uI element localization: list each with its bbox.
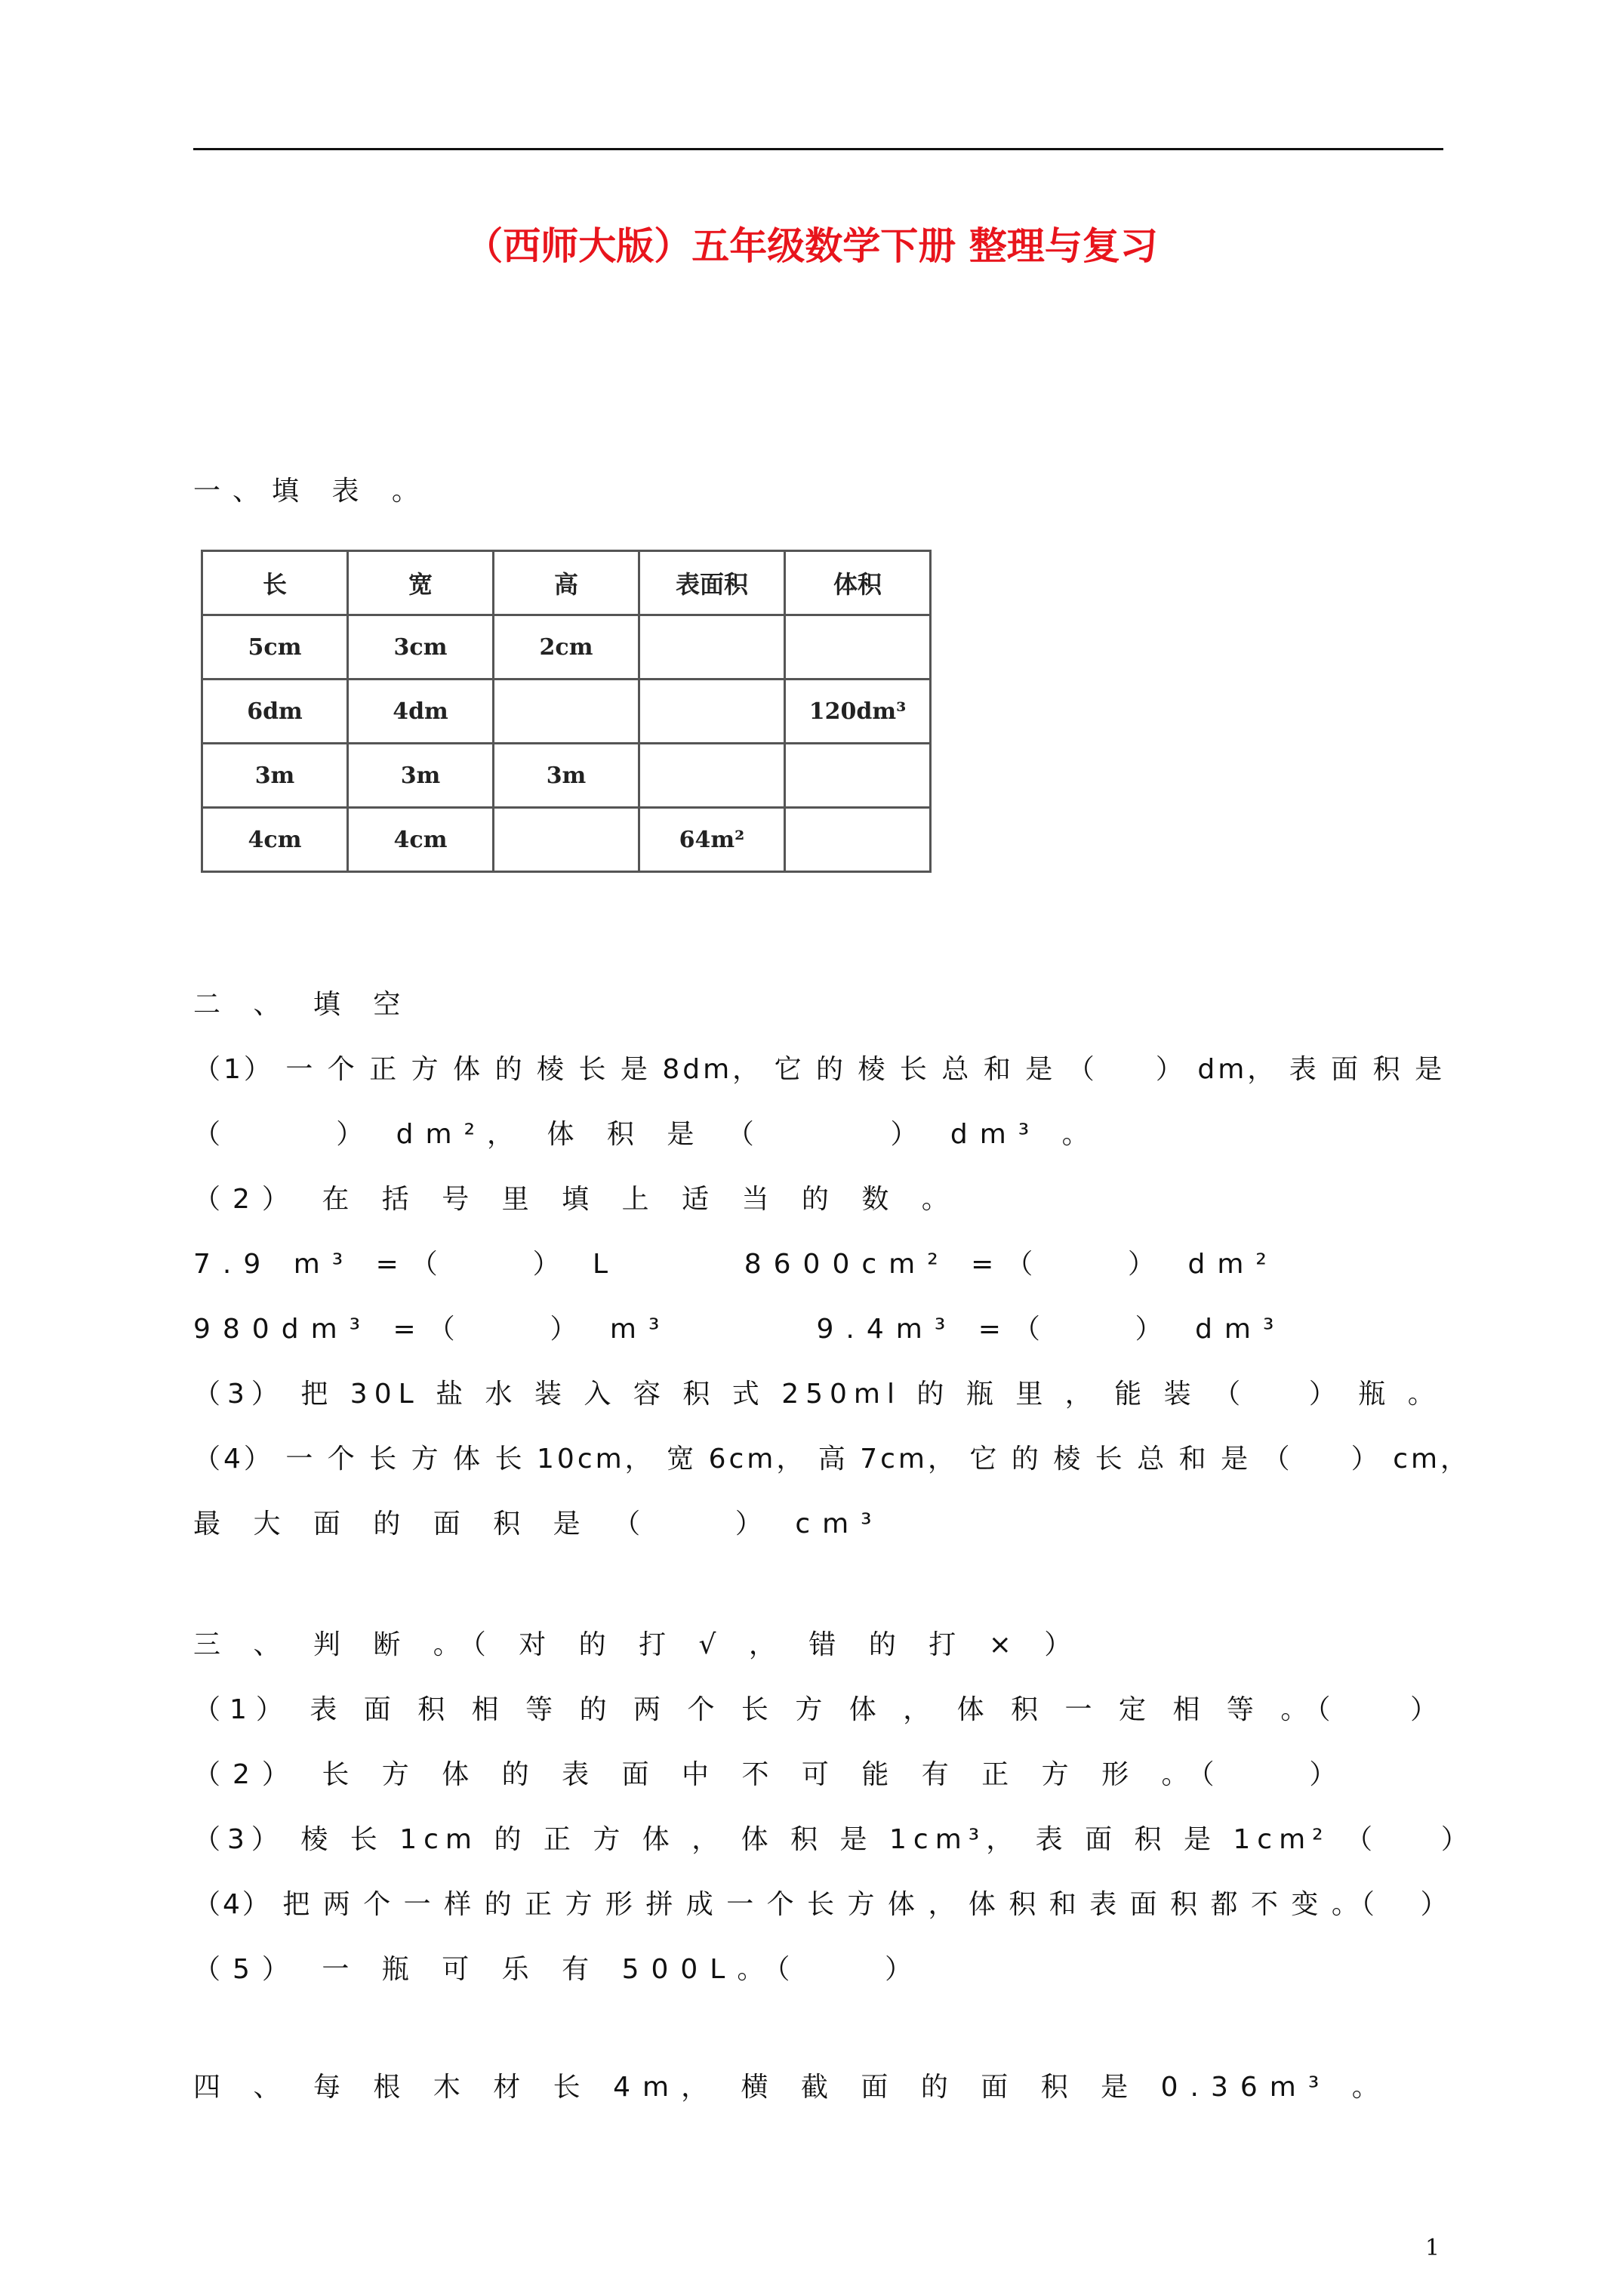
table-cell: 2cm [494,615,639,680]
fill-blank-line: 7.9 m³ =（ ） L 8600cm² =（ ） dm² [193,1249,1279,1280]
header-surface-area: 表面积 [639,551,785,615]
judgment-line: （3） 棱 长 1cm 的 正 方 体 ， 体 积 是 1cm³， 表 面 积 是 1cm² （ ） [193,1824,1475,1855]
table-row [202,808,931,872]
table-cell: 64m² [639,808,785,872]
table-cell: 4dm [348,680,494,744]
table-cell [785,615,931,680]
section-3-heading: 三 、 判 断 。（ 对 的 打 √ ， 错 的 打 × ） [193,1629,1084,1660]
fill-blank-line: 最 大 面 的 面 积 是 （ ） cm³ [193,1509,884,1539]
fill-table [201,550,932,873]
fill-blank-line: 980dm³ =（ ） m³ 9.4m³ =（ ） dm³ [193,1314,1286,1345]
fill-table-container [201,550,932,873]
table-cell: 4cm [202,808,348,872]
table-cell: 120dm³ [785,680,931,744]
table-cell [639,615,785,680]
fill-blank-line: （4） 一 个 长 方 体 长 10cm， 宽 6cm， 高 7cm， 它 的 棱 长 总 和 是 （ ） cm， [193,1444,1471,1475]
table-cell [785,808,931,872]
header-width: 宽 [348,551,494,615]
fill-blank-line: （1） 一 个 正 方 体 的 棱 长 是 8dm， 它 的 棱 长 总 和 是 （ ） dm， 表 面 积 是 [193,1054,1446,1085]
table-cell: 3m [494,744,639,808]
judgment-line: （2） 长 方 体 的 表 面 中 不 可 能 有 正 方 形 。（ ） [193,1759,1349,1790]
table-row [202,744,931,808]
table-header-row [202,551,931,615]
table-cell: 6dm [202,680,348,744]
table-cell [639,744,785,808]
table-cell [639,680,785,744]
page-title: （西师大版）五年级数学下册 整理与复习 [465,223,1158,268]
judgment-line: （5） 一 瓶 可 乐 有 500L。（ ） [193,1954,925,1985]
table-cell: 3cm [348,615,494,680]
table-cell: 3m [348,744,494,808]
header-height: 高 [494,551,639,615]
page-number: 1 [1425,2235,1440,2261]
judgment-line: （1） 表 面 积 相 等 的 两 个 长 方 体 ， 体 积 一 定 相 等 。（ ） [193,1694,1447,1725]
header-length: 长 [202,551,348,615]
judgment-line: （4） 把 两 个 一 样 的 正 方 形 拼 成 一 个 长 方 体 ， 体 积 和 表 面 积 都 不 变 。（ ） [193,1889,1450,1920]
section-2-heading: 二 、 填 空 [193,989,413,1020]
header-rule [193,148,1443,150]
table-cell [785,744,931,808]
table-cell: 4cm [348,808,494,872]
table-cell: 3m [202,744,348,808]
table-cell: 5cm [202,615,348,680]
section-4-heading: 四 、 每 根 木 材 长 4m， 横 截 面 的 面 积 是 0.36m³ 。 [193,2072,1391,2103]
fill-blank-line: （ ） dm²， 体 积 是 （ ） dm³ 。 [193,1119,1101,1150]
fill-blank-line: （2） 在 括 号 里 填 上 适 当 的 数 。 [193,1184,961,1215]
table-cell [494,808,639,872]
fill-blank-line: （3） 把 30L 盐 水 装 入 容 积 式 250ml 的 瓶 里 ， 能 装 （ ） 瓶 。 [193,1379,1442,1410]
table-cell [494,680,639,744]
table-row [202,615,931,680]
table-row [202,680,931,744]
header-volume: 体积 [785,551,931,615]
section-1-heading: 一、填 表 。 [193,476,431,507]
